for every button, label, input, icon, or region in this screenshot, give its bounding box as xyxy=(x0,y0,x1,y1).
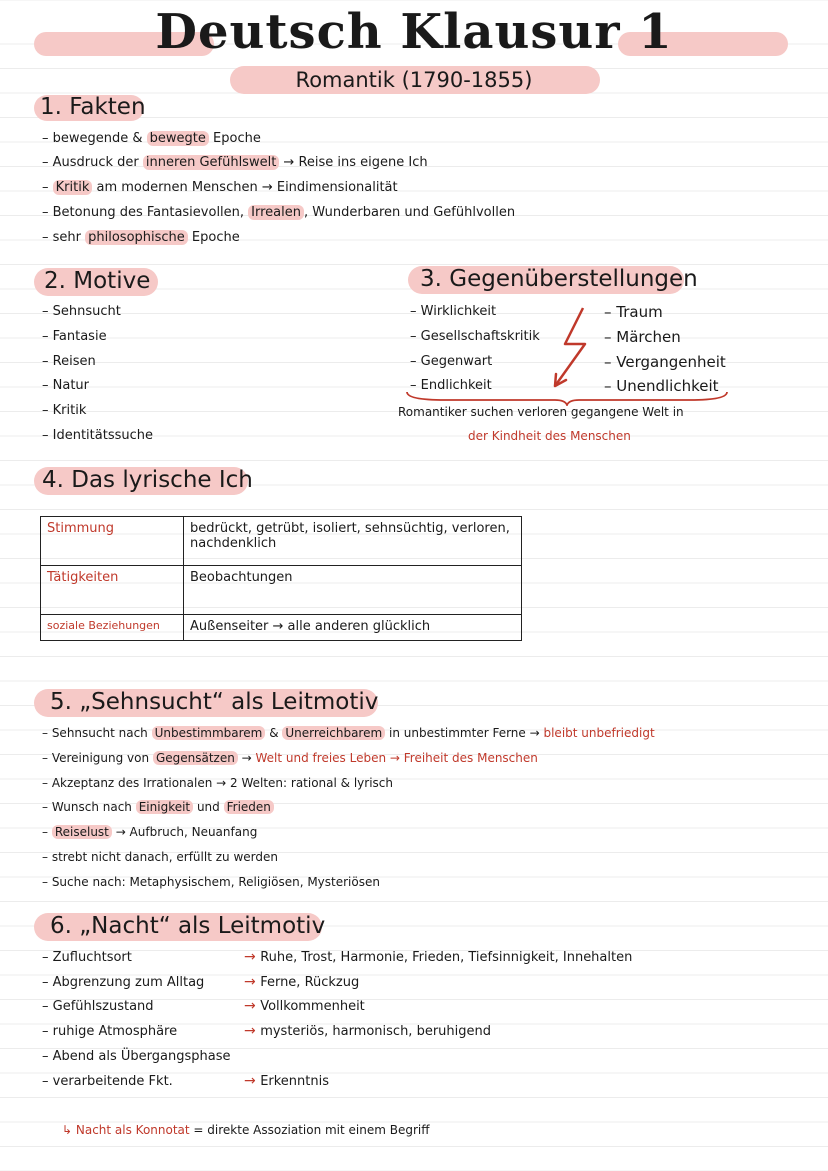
text: in unbestimmter Ferne → xyxy=(385,726,544,740)
night-key: – Abend als Übergangsphase xyxy=(42,1049,231,1064)
lyric-self-table xyxy=(40,516,522,641)
text: und xyxy=(193,800,224,814)
arrow-icon: → xyxy=(244,1023,256,1039)
night-key: – Gefühlszustand xyxy=(42,999,154,1014)
text: Epoche xyxy=(208,131,261,146)
text: → xyxy=(237,751,256,765)
night-key: – ruhige Atmosphäre xyxy=(42,1024,178,1039)
lightning-arrow-icon xyxy=(545,304,605,394)
text: – Vereinigung von xyxy=(42,751,153,765)
contrast-left-item: – Endlichkeit xyxy=(410,378,492,393)
table-key: soziale Beziehungen xyxy=(41,615,184,641)
fact-line xyxy=(42,155,428,170)
table-value: Außenseiter → alle anderen glücklich xyxy=(184,615,522,641)
motive-item: – Fantasie xyxy=(42,329,107,344)
night-value: Vollkommenheit xyxy=(260,999,365,1014)
highlight: bewegte xyxy=(147,131,209,146)
night-value: Ruhe, Trost, Harmonie, Frieden, Tiefsinnigkeit, Innehalten xyxy=(260,950,633,965)
text: & xyxy=(265,726,283,740)
night-value-line xyxy=(244,949,632,965)
night-key: – Zufluchtsort xyxy=(42,950,132,965)
section-3-heading: 3. Gegenüberstellungen xyxy=(420,266,698,292)
longing-line xyxy=(42,726,655,740)
fact-line xyxy=(42,230,240,245)
table-key: Tätigkeiten xyxy=(41,566,184,615)
text: – Ausdruck der xyxy=(42,155,143,170)
brace-icon xyxy=(405,390,730,406)
footer-definition: = direkte Assoziation mit einem Begriff xyxy=(189,1123,430,1137)
longing-line: – Akzeptanz des Irrationalen → 2 Welten: rational & lyrisch xyxy=(42,776,393,790)
fact-line xyxy=(42,205,515,220)
night-value-line xyxy=(244,974,359,990)
night-key: – verarbeitende Fkt. xyxy=(42,1074,173,1089)
text: → Reise ins eigene Ich xyxy=(279,155,428,170)
highlight: Unbestimmbarem xyxy=(152,726,266,740)
footer-term: ↳ Nacht als Konnotat xyxy=(62,1123,190,1137)
contrast-note: Romantiker suchen verloren gegangene Welt in xyxy=(398,405,684,419)
contrast-right-item: – Vergangenheit xyxy=(604,353,726,371)
section-6-heading: 6. „Nacht“ als Leitmotiv xyxy=(50,913,326,939)
highlight: Reiselust xyxy=(52,825,112,839)
highlight: inneren Gefühlswelt xyxy=(143,155,279,170)
red-text: bleibt unbefriedigt xyxy=(543,726,655,740)
motive-item: – Identitätssuche xyxy=(42,428,153,443)
highlight: Irrealen xyxy=(248,205,304,220)
night-value: mysteriös, harmonisch, beruhigend xyxy=(260,1024,492,1039)
night-value: Ferne, Rückzug xyxy=(260,975,360,990)
text: am modernen Menschen → Eindimensionalität xyxy=(92,180,398,195)
text: – sehr xyxy=(42,230,86,245)
arrow-icon: → xyxy=(244,1073,256,1089)
arrow-icon: → xyxy=(244,998,256,1014)
highlight: Unerreichbarem xyxy=(282,726,385,740)
highlight: Gegensätzen xyxy=(153,751,238,765)
page-subtitle: Romantik (1790-1855) xyxy=(295,68,533,92)
text: – Sehnsucht nach xyxy=(42,726,152,740)
contrast-left-item: – Gegenwart xyxy=(410,354,493,369)
text: – Wunsch nach xyxy=(42,800,136,814)
motive-item: – Sehnsucht xyxy=(42,304,121,319)
text: Epoche xyxy=(187,230,240,245)
night-value-line xyxy=(244,998,365,1014)
highlight: Einigkeit xyxy=(136,800,193,814)
table-value: bedrückt, getrübt, isoliert, sehnsüchtig, verloren, nachdenklich xyxy=(184,517,522,566)
contrast-left-item: – Gesellschaftskritik xyxy=(410,329,540,344)
contrast-note-red: der Kindheit des Menschen xyxy=(468,429,631,443)
table-key: Stimmung xyxy=(41,517,184,566)
section-2-heading: 2. Motive xyxy=(44,268,151,294)
text: – bewegende & xyxy=(42,131,147,146)
longing-line: – Suche nach: Metaphysischem, Religiösen, Mysteriösen xyxy=(42,875,380,889)
night-key: – Abgrenzung zum Alltag xyxy=(42,975,205,990)
fact-line xyxy=(42,131,261,146)
arrow-icon: → xyxy=(244,974,256,990)
table-value: Beobachtungen xyxy=(184,566,522,615)
text: – xyxy=(42,825,52,839)
table-row xyxy=(41,615,522,641)
text: – Betonung des Fantasievollen, xyxy=(42,205,249,220)
highlight: philosophische xyxy=(85,230,188,245)
motive-item: – Natur xyxy=(42,378,90,393)
red-text: Welt und freies Leben → Freiheit des Menschen xyxy=(255,751,538,765)
fact-line xyxy=(42,180,398,195)
section-4-heading: 4. Das lyrische Ich xyxy=(42,467,253,493)
contrast-left-item: – Wirklichkeit xyxy=(410,304,497,319)
table-row xyxy=(41,517,522,566)
footer-note xyxy=(62,1123,430,1137)
longing-line: – strebt nicht danach, erfüllt zu werden xyxy=(42,850,278,864)
night-value: Erkenntnis xyxy=(260,1074,330,1089)
motive-item: – Reisen xyxy=(42,354,96,369)
section-1-heading: 1. Fakten xyxy=(40,94,146,120)
motive-item: – Kritik xyxy=(42,403,87,418)
contrast-right-item: – Märchen xyxy=(604,328,681,346)
arrow-icon: → xyxy=(244,949,256,965)
text: → Aufbruch, Neuanfang xyxy=(111,825,258,839)
table-row xyxy=(41,566,522,615)
longing-line xyxy=(42,800,274,814)
section-5-heading: 5. „Sehnsucht“ als Leitmotiv xyxy=(50,689,379,715)
night-value-line xyxy=(244,1023,491,1039)
night-value-line xyxy=(244,1073,329,1089)
contrast-right-item: – Unendlichkeit xyxy=(604,377,719,395)
text: , Wunderbaren und Gefühlvollen xyxy=(304,205,516,220)
contrast-right-item: – Traum xyxy=(604,303,663,321)
text: – xyxy=(42,180,53,195)
page-title: Deutsch Klausur 1 xyxy=(155,4,673,60)
longing-line xyxy=(42,825,257,839)
highlight: Kritik xyxy=(53,180,93,195)
longing-line xyxy=(42,751,538,765)
highlight: Frieden xyxy=(224,800,274,814)
